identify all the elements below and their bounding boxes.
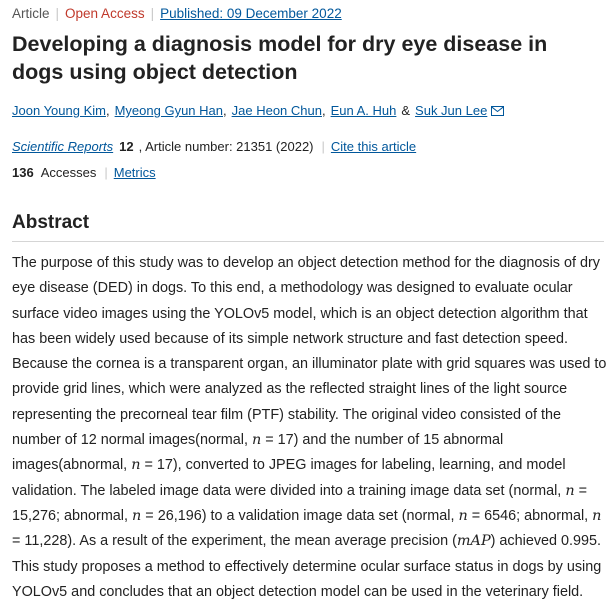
abstract-line	[12, 403, 604, 428]
abstract-text-segment: This study proposes a method to effectively determine ocular surface status in dogs by using	[12, 558, 602, 575]
abstract-text-segment: The purpose of this study was to develop an object detection method for the diagnosis of dry	[12, 255, 600, 271]
cite-this-article-link[interactable]: Cite this article	[330, 139, 417, 154]
abstract-text-segment: =	[574, 482, 587, 499]
volume-number: 12	[119, 139, 134, 154]
accesses-label: Accesses	[40, 165, 97, 180]
abstract-line	[12, 377, 604, 402]
abstract-text-segment: = 17) and the number of 15 abnormal	[261, 432, 504, 449]
abstract-text-segment: has been widely used because of its simple network structure and fast detection speed.	[12, 330, 568, 347]
email-icon[interactable]	[491, 106, 504, 116]
author-separator: ,	[223, 103, 227, 118]
abstract-text-segment: number of 12 normal images(normal,	[12, 432, 252, 449]
published-date-link[interactable]: Published: 09 December 2022	[160, 6, 342, 21]
author-list	[12, 103, 504, 118]
article-meta	[12, 6, 342, 21]
abstract-line	[12, 302, 604, 327]
abstract-line	[12, 453, 604, 478]
abstract-line	[12, 479, 604, 504]
abstract-text-segment: images(abnormal,	[12, 457, 132, 474]
math-variable: n	[251, 432, 262, 449]
math-variable: n	[592, 507, 602, 524]
abstract-line	[12, 580, 604, 605]
citation-separator: |	[321, 139, 325, 154]
metrics-link[interactable]: Metrics	[113, 165, 156, 180]
metrics-line	[12, 165, 156, 180]
section-divider	[12, 241, 604, 242]
math-variable: n	[458, 507, 468, 524]
author-separator: ,	[321, 103, 326, 118]
math-variable: mAP	[456, 533, 491, 550]
author-conjunction: &	[401, 103, 411, 118]
author-separator: ,	[105, 103, 110, 118]
abstract-text-segment: provide grid lines, which were analyzed as the reflected straight lines of the light source	[12, 381, 568, 398]
author-link[interactable]: Suk Jun Lee	[415, 103, 488, 118]
abstract-text-segment: = 6546; abnormal,	[467, 507, 593, 524]
abstract-line	[12, 504, 604, 529]
abstract-text-segment: = 17), converted to JPEG images for labeling, learning, and model	[140, 457, 566, 474]
abstract-heading: Abstract	[12, 212, 90, 233]
abstract-line	[12, 276, 604, 301]
author-link[interactable]: Eun A. Huh	[330, 103, 397, 118]
abstract-text-segment: 15,276; abnormal,	[12, 507, 133, 524]
article-number: , Article number: 21351 (2022)	[138, 139, 314, 154]
article-type: Article	[12, 6, 50, 21]
open-access-badge: Open Access	[65, 6, 145, 21]
math-variable: n	[565, 482, 575, 499]
math-variable: n	[131, 457, 141, 474]
math-variable: n	[132, 507, 142, 524]
abstract-text-segment: ) achieved 0.995.	[490, 533, 602, 550]
abstract-text-segment: Because the cornea is a transparent organ, an illuminator plate with grid squares was used to	[12, 356, 607, 373]
abstract-line	[12, 352, 607, 377]
abstract-text-segment: YOLOv5 and concludes that an object detection model can be used in the veterinary field.	[12, 583, 584, 600]
abstract-text-segment: representing the precorneal tear film (PTF) stability. The original video consisted of the	[12, 406, 561, 423]
accesses-count: 136	[12, 165, 34, 180]
article-title: Developing a diagnosis model for dry eye disease in dogs using object detection	[12, 32, 548, 84]
abstract-text-segment: = 11,228). As a result of the experiment, the mean average precision (	[12, 533, 457, 550]
abstract-text-segment: = 26,196) to a validation image data set (normal,	[141, 507, 459, 524]
abstract-text-segment: validation. The labeled image data were divided into a training image data set (normal,	[12, 482, 566, 499]
author-link[interactable]: Joon Young Kim	[12, 103, 106, 118]
abstract-text-segment: surface video images using the YOLOv5 model, which is an object detection algorithm that	[12, 305, 588, 322]
abstract-line	[12, 327, 604, 352]
metrics-separator: |	[104, 165, 108, 180]
abstract-line	[12, 555, 604, 580]
meta-separator: |	[55, 6, 60, 21]
citation-line	[12, 139, 416, 154]
abstract-text	[12, 251, 607, 605]
abstract-text-segment: eye disease (DED) in dogs. To this end, a methodology was designed to evaluate ocular	[12, 280, 573, 297]
abstract-line	[12, 251, 604, 276]
meta-separator: |	[150, 6, 155, 21]
author-link[interactable]: Myeong Gyun Han	[114, 103, 223, 118]
abstract-line	[12, 428, 604, 453]
author-link[interactable]: Jae Heon Chun	[231, 103, 322, 118]
abstract-line	[12, 529, 604, 554]
journal-link[interactable]: Scientific Reports	[12, 139, 114, 154]
